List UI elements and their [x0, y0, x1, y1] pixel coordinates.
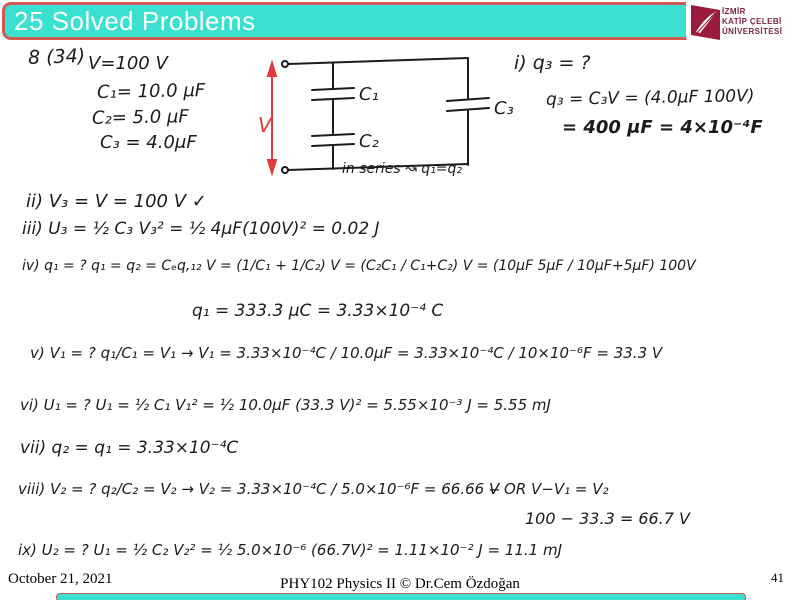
- circuit-wires: [288, 58, 489, 170]
- given-voltage: V=100 V: [88, 53, 168, 74]
- step-vii: vii) q₂ = q₁ = 3.33×10⁻⁴C: [20, 438, 239, 458]
- given-c1: C₁= 10.0 μF: [96, 80, 206, 103]
- voltage-label: V: [258, 113, 272, 137]
- step-ix: ix) U₂ = ? U₁ = ½ C₂ V₂² = ½ 5.0×10⁻⁶ (66.7V)² = 1.11×10⁻² J = 11.1 mJ: [18, 541, 563, 559]
- terminal-bottom: [282, 167, 288, 173]
- university-name: [722, 7, 782, 37]
- step-i-result: = 400 μF = 4×10⁻⁴F: [562, 117, 763, 138]
- given-c2: C₂= 5.0 μF: [91, 106, 189, 129]
- step-iv-result: q₁ = 333.3 μC = 3.33×10⁻⁴ C: [192, 301, 444, 321]
- step-i-question: i) q₃ = ?: [514, 52, 591, 74]
- step-vi: vi) U₁ = ? U₁ = ½ C₁ V₁² = ½ 10.0μF (33.3 V)² = 5.55×10⁻³ J = 5.55 mJ: [20, 396, 551, 414]
- page-title: 25 Solved Problems: [14, 5, 256, 36]
- terminal-top: [282, 61, 288, 67]
- footer-date: October 21, 2021: [8, 571, 113, 587]
- series-note: in series ↝ q₁=q₂: [342, 161, 463, 177]
- quill-flag-icon: [688, 2, 722, 42]
- step-iii: iii) U₃ = ½ C₃ V₃² = ½ 4μF(100V)² = 0.02 J: [22, 219, 380, 239]
- logo-line-2: KATİP ÇELEBİ: [722, 17, 782, 26]
- step-ii: ii) V₃ = V = 100 V ✓: [26, 191, 207, 212]
- step-viii: viii) V₂ = ? q₂/C₂ = V₂ → V₂ = 3.33×10⁻⁴C / 5.0×10⁻⁶F = 66.66 V̶ OR V−V₁ = V₂: [18, 480, 609, 498]
- title-bar: [2, 2, 745, 40]
- logo-line-1: İZMİR: [722, 7, 746, 16]
- bottom-accent-bar: [56, 593, 746, 600]
- c1-label: C₁: [359, 84, 379, 105]
- footer-page-number: 41: [771, 570, 784, 585]
- step-iv: iv) q₁ = ? q₁ = q₂ = Cₑq,₁₂ V = (1/C₁ + 1/C₂) V = (C₂C₁ / C₁+C₂) V = (10μF 5μF / 10μF+5μF) 100V: [22, 258, 696, 274]
- given-c3: C₃ = 4.0μF: [100, 132, 197, 153]
- step-i-work: q₃ = C₃V = (4.0μF 100V): [545, 86, 755, 110]
- university-logo: [686, 0, 800, 44]
- problem-number: 8 (34): [27, 45, 86, 69]
- footer-course: PHY102 Physics II © Dr.Cem Özdoğan: [280, 576, 520, 592]
- logo-line-3: ÜNİVERSİTESİ: [722, 27, 783, 36]
- c2-label: C₂: [359, 131, 379, 152]
- c3-label: C₃: [494, 98, 514, 119]
- step-viii-alt: 100 − 33.3 = 66.7 V: [525, 509, 690, 528]
- step-v: v) V₁ = ? q₁/C₁ = V₁ → V₁ = 3.33×10⁻⁴C / 10.0μF = 3.33×10⁻⁴C / 10×10⁻⁶F = 33.3 V: [30, 344, 663, 362]
